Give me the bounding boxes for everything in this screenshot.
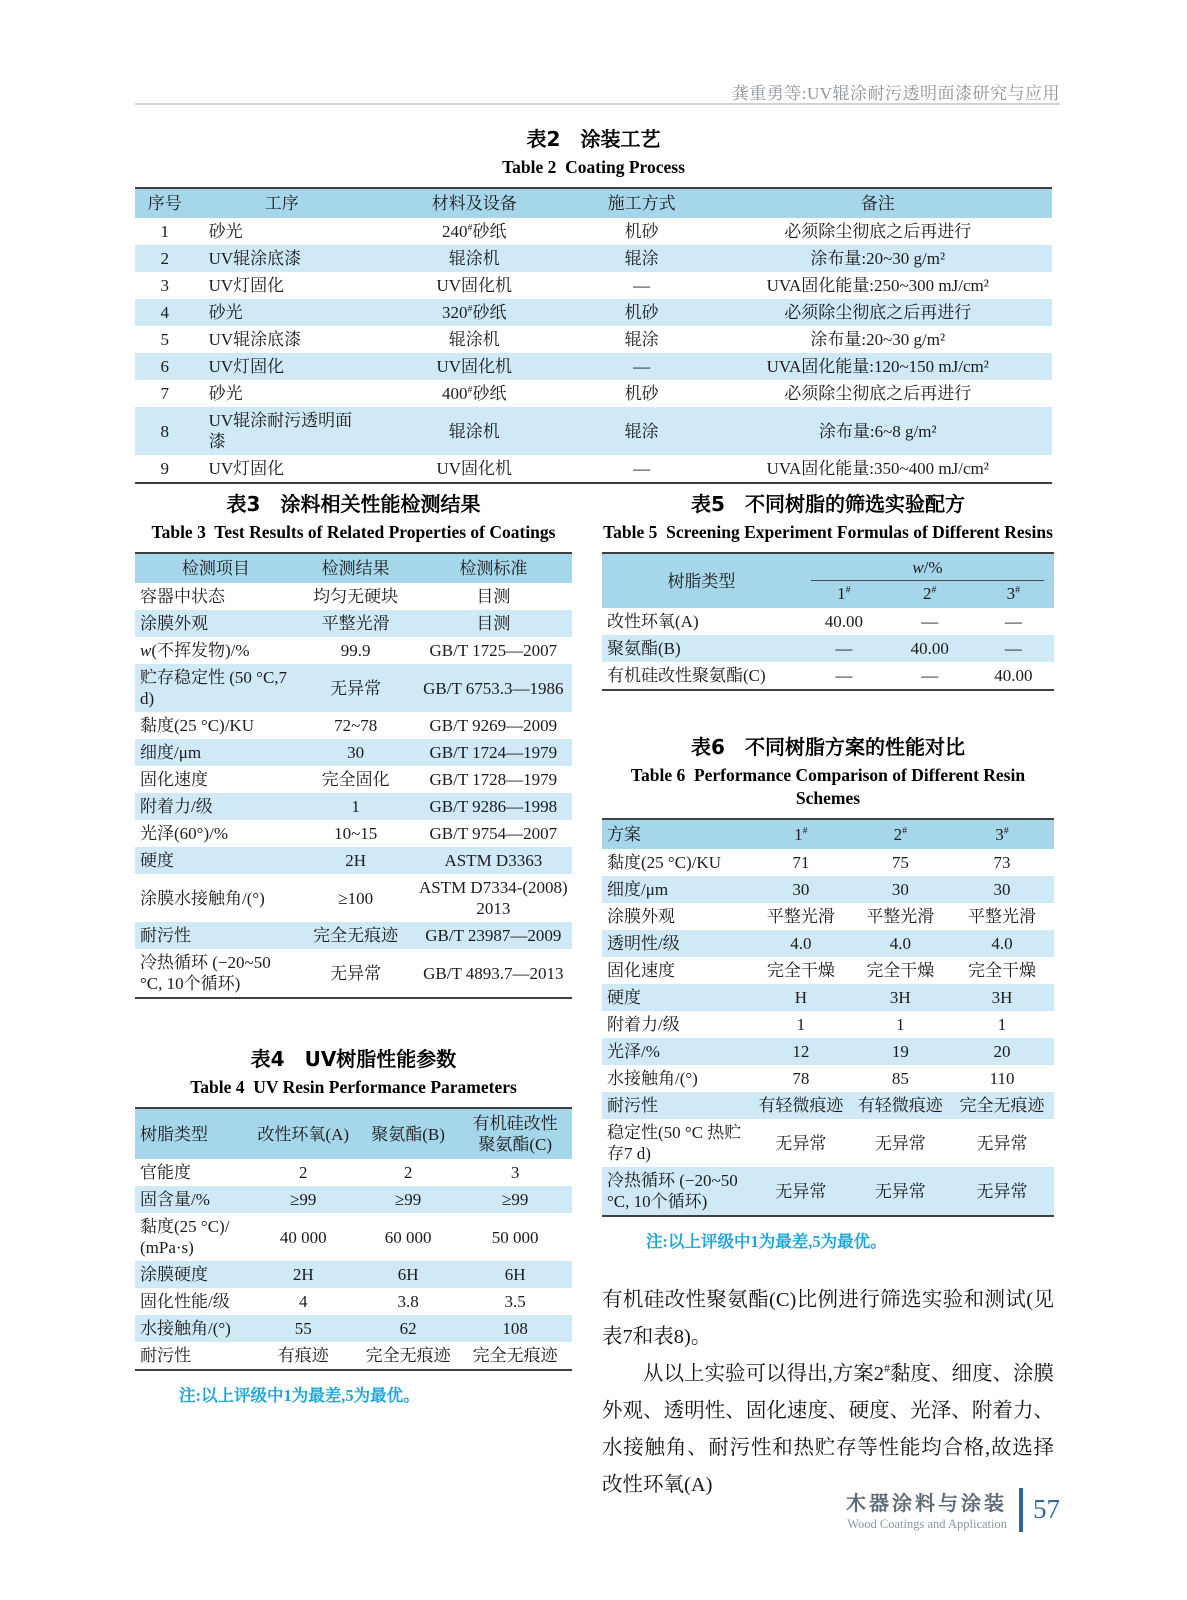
table-cell: GB/T 9754—2007 xyxy=(429,824,558,843)
table-cell: 机砂 xyxy=(624,303,659,322)
table-cell: 必须除尘彻底之后再进行 xyxy=(784,222,972,241)
table-row xyxy=(602,608,1054,635)
table-cell: 4.0 xyxy=(991,934,1013,953)
table-cell: 必须除尘彻底之后再进行 xyxy=(784,384,972,403)
table-row xyxy=(135,299,1052,326)
table-cell: 水接触角/(°) xyxy=(607,1069,698,1088)
table-cell: UV灯固化 xyxy=(208,357,285,376)
table-cell: 涂布量:20~30 g/m² xyxy=(810,330,946,349)
table-cell: 4 xyxy=(298,1292,308,1311)
table-cell: 完全无痕迹 xyxy=(472,1346,558,1365)
table-cell: 2H xyxy=(345,851,367,870)
table-row xyxy=(135,455,1052,483)
table6-title-en: Table 6 Performance Comparison of Different Resin Schemes xyxy=(630,765,1030,808)
column-header: 序号 xyxy=(147,194,182,213)
table3-title-cn: 表3 涂料相关性能检测结果 xyxy=(226,492,481,516)
table2-body xyxy=(135,218,1052,483)
table-cell: — xyxy=(1004,612,1022,631)
table-cell: 完全干燥 xyxy=(968,961,1037,980)
table-cell: 均匀无硬块 xyxy=(313,587,399,606)
table-row xyxy=(135,1213,572,1261)
table-cell: 2 xyxy=(403,1163,413,1182)
paragraph: 从以上实验可以得出,方案2#黏度、细度、涂膜外观、透明性、固化速度、硬度、光泽、附着力、水接触角、耐污性和热贮存等性能均合格,故选择改性环氧(A) xyxy=(602,1361,1055,1496)
paragraph: 有机硅改性聚氨酯(C)比例进行筛选实验和测试(见表7和表8)。 xyxy=(602,1289,1054,1348)
table-cell: GB/T 9286—1998 xyxy=(429,797,558,816)
table-row xyxy=(602,984,1054,1011)
table-row xyxy=(135,218,1052,245)
table-row xyxy=(135,583,572,610)
table6-title-cn: 表6 不同树脂方案的性能对比 xyxy=(691,735,965,759)
column-header: 检测项目 xyxy=(181,559,250,578)
table-cell: 无异常 xyxy=(330,963,382,983)
table-cell: GB/T 9269—2009 xyxy=(429,716,558,735)
header-row xyxy=(602,553,1054,581)
table-cell: 光泽(60°)/% xyxy=(140,824,229,843)
table-cell: 无异常 xyxy=(330,678,382,698)
table-cell: 5 xyxy=(160,330,170,349)
table-row xyxy=(602,635,1054,662)
column-header: 检测标准 xyxy=(459,559,528,578)
table-cell: 20 xyxy=(993,1042,1011,1061)
header-row xyxy=(602,819,1054,849)
table5-body xyxy=(602,608,1054,690)
column-header: 检测结果 xyxy=(321,559,390,578)
table-cell: 辊涂 xyxy=(624,330,659,349)
table-row xyxy=(135,766,572,793)
table-cell: 99.9 xyxy=(340,641,371,660)
table-cell: GB/T 6753.3—1986 xyxy=(423,678,564,698)
column-header: 树脂类型 xyxy=(140,1124,208,1144)
table-cell: 75 xyxy=(891,853,909,872)
column-header: 2# xyxy=(922,584,937,603)
table-row xyxy=(135,922,572,949)
spanner-label: w/% xyxy=(811,554,1044,581)
header-divider xyxy=(135,103,1060,105)
table-row xyxy=(602,1011,1054,1038)
journal-name-block xyxy=(846,1487,1007,1532)
table-cell: 40.00 xyxy=(910,639,949,658)
coating-process-table xyxy=(135,187,1052,484)
table3-section xyxy=(135,488,572,999)
table6-section xyxy=(602,731,1054,1252)
table-cell: 108 xyxy=(502,1319,528,1338)
table-cell: 涂膜外观 xyxy=(140,614,208,633)
table-cell: 完全无痕迹 xyxy=(313,926,399,945)
table-cell: 6H xyxy=(397,1265,419,1284)
column-header: 有机硅改性 聚氨酯(C) xyxy=(472,1114,558,1154)
table-cell: 固化性能/级 xyxy=(140,1292,230,1311)
table-cell: 10~15 xyxy=(334,824,378,843)
table-row xyxy=(602,903,1054,930)
table4-title-en: Table 4 UV Resin Performance Parameters xyxy=(190,1077,517,1097)
resin-screening-formulas-table xyxy=(602,552,1054,691)
spanner-header xyxy=(801,553,1054,581)
table-cell: 无异常 xyxy=(976,1133,1028,1153)
table-cell: 60 000 xyxy=(384,1227,432,1247)
table-cell: 黏度(25 °C)/ (mPa·s) xyxy=(140,1217,230,1257)
table-cell: 240#砂纸 xyxy=(442,222,507,241)
table-row xyxy=(135,380,1052,407)
table-row xyxy=(602,957,1054,984)
table4-body xyxy=(135,1159,572,1370)
table-cell: 55 xyxy=(294,1319,312,1338)
table-row xyxy=(135,1186,572,1213)
table-row xyxy=(602,876,1054,903)
table-cell: 目测 xyxy=(476,614,511,633)
table-cell: 耐污性 xyxy=(140,926,191,945)
table-cell: 40.00 xyxy=(994,666,1033,685)
table-cell: 硬度 xyxy=(140,851,174,870)
table-cell: 400#砂纸 xyxy=(442,384,507,403)
column-header: 方案 xyxy=(607,825,641,844)
table-cell: 有机硅改性聚氨酯(C) xyxy=(607,666,766,685)
table-row xyxy=(135,272,1052,299)
table-row xyxy=(135,1159,572,1186)
table-cell: — xyxy=(633,357,651,376)
column-header: 1# xyxy=(837,584,851,603)
table-row xyxy=(135,949,572,998)
table-cell: — xyxy=(835,639,853,658)
table-cell: 水接触角/(°) xyxy=(140,1319,231,1338)
column-header: 2# xyxy=(893,825,908,844)
table-cell: 辊涂机 xyxy=(448,249,500,268)
page-number: 57 xyxy=(1033,1494,1060,1524)
table-cell: 附着力/级 xyxy=(140,797,213,816)
table-cell: — xyxy=(633,276,651,295)
table-cell: 1 xyxy=(796,1015,806,1034)
table-cell: — xyxy=(633,459,651,478)
table-cell: 3H xyxy=(991,988,1013,1007)
table-cell: 贮存稳定性 (50 °C,7 d) xyxy=(140,668,288,708)
table-cell: 40 000 xyxy=(279,1227,327,1247)
table-cell: GB/T 23987—2009 xyxy=(425,926,562,945)
table-cell: 细度/μm xyxy=(607,880,669,899)
table-cell: UV辊涂底漆 xyxy=(208,249,302,268)
table-cell: 无异常 xyxy=(775,1133,827,1153)
table-row xyxy=(135,326,1052,353)
table-cell: 机砂 xyxy=(624,384,659,403)
table-cell: 30 xyxy=(792,880,810,899)
table-cell: — xyxy=(921,612,939,631)
table-cell: 3.8 xyxy=(397,1292,419,1311)
right-column xyxy=(602,488,1054,1504)
table-cell: 固化速度 xyxy=(140,770,208,789)
column-header: 3# xyxy=(995,825,1009,844)
table-cell: GB/T 1728—1979 xyxy=(429,770,558,789)
table-cell: 无异常 xyxy=(874,1133,926,1153)
table-cell: 完全干燥 xyxy=(766,961,835,980)
table-cell: GB/T 1725—2007 xyxy=(429,641,558,660)
table-cell: 62 xyxy=(399,1319,417,1338)
table-cell: 3H xyxy=(889,988,911,1007)
page-footer xyxy=(135,1487,1060,1532)
table-cell: 1 xyxy=(896,1015,905,1034)
table-cell: 辊涂机 xyxy=(448,421,500,441)
table-cell: 30 xyxy=(891,880,909,899)
table-row xyxy=(135,664,572,712)
table-cell: 光泽/% xyxy=(607,1042,660,1061)
table-cell: 1 xyxy=(351,797,360,816)
table5-section xyxy=(602,488,1054,691)
table-cell: 冷热循环 (−20~50 °C, 10个循环) xyxy=(140,953,271,993)
column-header: 工序 xyxy=(264,194,299,213)
journal-name-en: Wood Coatings and Application xyxy=(847,1517,1007,1531)
table-cell: ASTM D3363 xyxy=(444,851,543,870)
table3-title-en: Table 3 Test Results of Related Properties of Coatings xyxy=(151,522,556,542)
table2-title-en: Table 2 Coating Process xyxy=(502,157,685,177)
header-row xyxy=(135,1108,572,1159)
table-cell: ≥100 xyxy=(338,888,374,908)
resin-performance-comparison-table xyxy=(602,818,1054,1217)
table-cell: 1 xyxy=(160,222,170,241)
table-row xyxy=(602,930,1054,957)
uv-resin-parameters-table xyxy=(135,1107,572,1371)
table2-section xyxy=(135,123,1052,484)
table-row xyxy=(135,1342,572,1370)
table4-header xyxy=(135,1108,572,1159)
table-cell: — xyxy=(1004,639,1022,658)
table-cell: UVA固化能量:350~400 mJ/cm² xyxy=(766,459,989,478)
table-row xyxy=(602,849,1054,876)
table-cell: 有痕迹 xyxy=(277,1346,329,1365)
table-row xyxy=(135,245,1052,272)
table-cell: 320#砂纸 xyxy=(442,303,507,322)
table-row xyxy=(602,1167,1054,1216)
table-cell: 30 xyxy=(347,743,365,762)
table-cell: ≥99 xyxy=(502,1190,529,1209)
table5-title-cn: 表5 不同树脂的筛选实验配方 xyxy=(691,492,965,516)
table-row xyxy=(602,662,1054,690)
body-text xyxy=(602,1282,1054,1504)
table-cell: 无异常 xyxy=(874,1181,926,1201)
table-cell: GB/T 4893.7—2013 xyxy=(423,963,564,983)
table-cell: 30 xyxy=(993,880,1011,899)
table4-title-cn: 表4 UV树脂性能参数 xyxy=(250,1047,457,1071)
table-cell: 1 xyxy=(997,1015,1007,1034)
table-cell: 辊涂机 xyxy=(448,330,500,349)
table-cell: 耐污性 xyxy=(140,1346,191,1365)
table-cell: 平整光滑 xyxy=(321,614,390,633)
table-cell: 机砂 xyxy=(624,222,659,241)
table-cell: 平整光滑 xyxy=(968,907,1037,926)
table-cell: ≥99 xyxy=(394,1190,422,1209)
table-cell: 19 xyxy=(891,1042,909,1061)
table-cell: 平整光滑 xyxy=(866,907,935,926)
table-cell: 2 xyxy=(298,1163,308,1182)
table-cell: 黏度(25 °C)/KU xyxy=(140,716,254,735)
table6-note: 注:以上评级中1为最差,5为最优。 xyxy=(646,1232,887,1251)
table-cell: UV灯固化 xyxy=(208,276,285,295)
table-cell: UV固化机 xyxy=(436,459,513,478)
table3-body xyxy=(135,583,572,998)
table-cell: 2 xyxy=(160,249,170,268)
table-cell: 9 xyxy=(160,459,170,478)
table-cell: 聚氨酯(B) xyxy=(607,639,681,658)
table-row xyxy=(135,407,1052,455)
table-cell: 4 xyxy=(160,303,170,322)
table-cell: 耐污性 xyxy=(607,1096,658,1115)
table-cell: ASTM D7334-(2008) 2013 xyxy=(418,878,568,918)
table-cell: 辊涂 xyxy=(624,249,659,268)
table-cell: 50 000 xyxy=(491,1227,539,1247)
table-cell: 固含量/% xyxy=(140,1190,210,1209)
table-cell: 稳定性(50 °C 热贮存7 d) xyxy=(607,1123,742,1163)
header-row xyxy=(135,188,1052,218)
table-row xyxy=(135,1315,572,1342)
table-cell: w(不挥发物)/% xyxy=(140,641,250,660)
table-cell: 黏度(25 °C)/KU xyxy=(607,853,721,872)
table-cell: GB/T 1724—1979 xyxy=(429,743,558,762)
table-cell: 完全无痕迹 xyxy=(959,1096,1045,1115)
table-row xyxy=(135,353,1052,380)
left-column xyxy=(135,488,572,1406)
table-row xyxy=(135,739,572,766)
table-cell: 72~78 xyxy=(334,716,378,735)
table-cell: 砂光 xyxy=(208,303,243,322)
table-cell: 有轻微痕迹 xyxy=(857,1096,943,1115)
column-header: 备注 xyxy=(860,194,895,213)
table-cell: 涂膜外观 xyxy=(607,907,675,926)
table-row xyxy=(602,1092,1054,1119)
table-cell: UV灯固化 xyxy=(208,459,285,478)
table-row xyxy=(135,637,572,664)
table-cell: 40.00 xyxy=(824,612,863,631)
table-cell: 砂光 xyxy=(208,222,243,241)
table-row xyxy=(602,1038,1054,1065)
table-row xyxy=(135,820,572,847)
table-cell: 必须除尘彻底之后再进行 xyxy=(784,303,972,322)
header-row xyxy=(135,553,572,583)
table-cell: UV辊涂底漆 xyxy=(208,330,302,349)
table-cell: 固化速度 xyxy=(607,961,675,980)
table-cell: UV辊涂耐污透明面漆 xyxy=(208,411,353,451)
table-cell: 有轻微痕迹 xyxy=(758,1096,844,1115)
table-cell: 73 xyxy=(993,853,1011,872)
table-cell: — xyxy=(835,666,853,685)
column-header: 3# xyxy=(1006,584,1021,603)
journal-name-cn: 木器涂料与涂装 xyxy=(846,1491,1007,1515)
table2-title-cn: 表2 涂装工艺 xyxy=(526,127,661,151)
table-cell: 6 xyxy=(160,357,170,376)
table-cell: 细度/μm xyxy=(140,743,202,762)
running-head: 龚重勇等:UV辊涂耐污透明面漆研究与应用 xyxy=(731,84,1060,103)
table-cell: 110 xyxy=(989,1069,1015,1088)
table-cell: 附着力/级 xyxy=(607,1015,680,1034)
table-cell: 8 xyxy=(160,421,170,441)
column-header: 聚氨酯(B) xyxy=(371,1124,445,1144)
table-cell: 12 xyxy=(792,1042,810,1061)
table-row xyxy=(135,712,572,739)
column-header: 1# xyxy=(794,825,808,844)
column-header: 材料及设备 xyxy=(431,194,517,213)
table-cell: 透明性/级 xyxy=(607,934,680,953)
table6-header xyxy=(602,819,1054,849)
table-cell: 辊涂 xyxy=(624,421,659,441)
table6-body xyxy=(602,849,1054,1216)
table3-header xyxy=(135,553,572,583)
table-row xyxy=(602,1119,1054,1167)
table-cell: 85 xyxy=(891,1069,909,1088)
table-cell: 3.5 xyxy=(504,1292,526,1311)
table-cell: 无异常 xyxy=(976,1181,1028,1201)
table-cell: 完全无痕迹 xyxy=(365,1346,451,1365)
table4-section xyxy=(135,1043,572,1406)
column-header: 施工方式 xyxy=(607,194,676,213)
table-cell: 硬度 xyxy=(607,988,641,1007)
table-cell: ≥99 xyxy=(290,1190,317,1209)
table-cell: 砂光 xyxy=(208,384,243,403)
table-cell: 涂布量:6~8 g/m² xyxy=(818,421,937,441)
table-cell: UVA固化能量:120~150 mJ/cm² xyxy=(766,357,989,376)
table-cell: 完全固化 xyxy=(321,770,390,789)
table-cell: 涂布量:20~30 g/m² xyxy=(810,249,946,268)
table-cell: 71 xyxy=(792,853,810,872)
table5-header xyxy=(602,553,1054,608)
table-row xyxy=(135,847,572,874)
column-header: 树脂类型 xyxy=(667,571,736,591)
table-cell: UV固化机 xyxy=(436,357,513,376)
table-cell: 涂膜硬度 xyxy=(140,1265,208,1284)
table-row xyxy=(135,1261,572,1288)
table-row xyxy=(135,793,572,820)
table-cell: 6H xyxy=(504,1265,526,1284)
table-cell: 7 xyxy=(160,384,170,403)
table-cell: 容器中状态 xyxy=(140,587,225,606)
table-cell: H xyxy=(794,988,808,1007)
table-row xyxy=(135,1288,572,1315)
table-cell: 78 xyxy=(792,1069,810,1088)
coating-properties-table xyxy=(135,552,572,999)
column-header: 改性环氧(A) xyxy=(257,1124,350,1144)
table4-note: 注:以上评级中1为最差,5为最优。 xyxy=(179,1386,420,1405)
table-cell: UV固化机 xyxy=(436,276,513,295)
table5-title-en: Table 5 Screening Experiment Formulas of Different Resins xyxy=(603,522,1053,542)
table-row xyxy=(602,1065,1054,1092)
table-cell: — xyxy=(921,666,939,685)
table2-header xyxy=(135,188,1052,218)
table-cell: 目测 xyxy=(476,587,511,606)
footer-divider-bar xyxy=(1019,1488,1023,1532)
table-cell: 4.0 xyxy=(790,934,812,953)
table-cell: UVA固化能量:250~300 mJ/cm² xyxy=(766,276,989,295)
table-row xyxy=(135,874,572,922)
table-cell: 改性环氧(A) xyxy=(607,612,699,631)
table-cell: 完全干燥 xyxy=(866,961,935,980)
table-cell: 官能度 xyxy=(140,1163,191,1182)
table-cell: 冷热循环 (−20~50 °C, 10个循环) xyxy=(607,1171,738,1211)
table-cell: 2H xyxy=(292,1265,314,1284)
table-cell: 4.0 xyxy=(889,934,911,953)
table-row xyxy=(135,610,572,637)
table-cell: 无异常 xyxy=(775,1181,827,1201)
table-cell: 3 xyxy=(510,1163,520,1182)
table-cell: 涂膜水接触角/(°) xyxy=(140,888,265,908)
table-cell: 3 xyxy=(160,276,170,295)
table-cell: 平整光滑 xyxy=(766,907,835,926)
